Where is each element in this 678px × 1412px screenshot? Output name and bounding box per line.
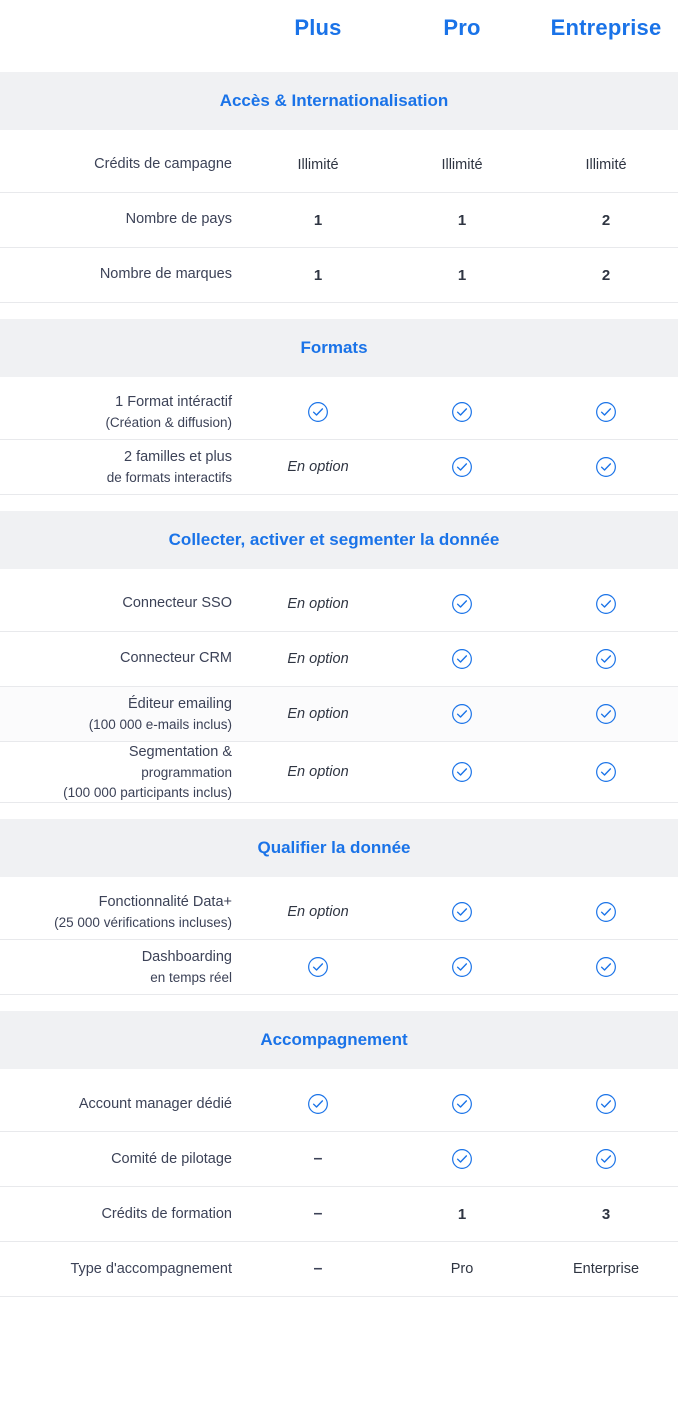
value-cell [534,703,678,725]
row-label: Dashboarding en temps réel [0,947,246,988]
check-circle-icon [451,593,473,615]
plan-header-pro: Pro [443,15,481,40]
section-header [0,511,678,569]
value-cell: En option [287,651,349,667]
table-row [0,385,678,440]
section-header [0,72,678,130]
row-label: Account manager dédié [78,1095,232,1112]
row-label: Connecteur SSO [122,595,232,612]
row-label: 2 familles et plus de formats interactifs [0,447,246,488]
row-label: 1 Format intéractif (Création & diffusion) [0,392,246,433]
row-sublabel: (25 000 vérifications incluses) [54,914,232,930]
value-cell [534,401,678,423]
value-cell: Pro [450,1261,474,1278]
section-spacer-bottom [0,877,678,885]
table-row [0,885,678,940]
section-spacer [0,495,678,511]
table-row [0,577,678,632]
check-circle-icon [451,761,473,783]
value-cell: En option [287,904,349,921]
value-cell: Illimité [441,157,483,173]
row-sublabel: programmation [141,765,232,781]
row-label: Comité de pilotage [111,1150,232,1167]
row-label: Crédits de campagne [94,156,232,173]
table-header-row [0,0,678,56]
check-circle-icon [307,1093,329,1115]
check-circle-icon [595,703,617,725]
section-header [0,1011,678,1069]
value-cell [534,956,678,978]
value-cell [390,1148,534,1170]
value-cell: 1 [457,211,467,229]
check-circle-icon [595,401,617,423]
value-cell: 2 [601,266,611,284]
check-circle-icon [451,1148,473,1170]
row-label: Nombre de pays [125,211,232,228]
check-circle-icon [307,401,329,423]
check-circle-icon [595,956,617,978]
section-spacer [0,995,678,1011]
value-cell: 2 [601,211,611,229]
row-label: Fonctionnalité Data+ (25 000 vérifications incluses) [0,892,246,933]
table-row [0,138,678,193]
row-label: Connecteur CRM [119,650,232,667]
table-row [0,440,678,495]
check-circle-icon [451,901,473,923]
check-circle-icon [595,1148,617,1170]
table-row [0,1132,678,1187]
value-cell [246,956,390,978]
check-circle-icon [307,956,329,978]
check-circle-icon [595,648,617,670]
check-circle-icon [595,1093,617,1115]
section-spacer [0,303,678,319]
check-circle-icon [595,761,617,783]
section-title: Formats [300,338,368,357]
value-cell: – [313,1205,323,1223]
table-body [0,56,678,1297]
value-cell [534,456,678,478]
row-sublabel: (Création & diffusion) [105,414,232,430]
check-circle-icon [451,401,473,423]
value-cell: – [313,1260,323,1278]
value-cell [390,703,534,725]
plan-header-plus: Plus [294,15,342,40]
value-cell [390,401,534,423]
section-spacer-bottom [0,569,678,577]
value-cell: Enterprise [572,1261,640,1278]
value-cell [534,1093,678,1115]
value-cell [390,648,534,670]
value-cell [390,761,534,783]
value-cell [534,648,678,670]
row-label: Type d'accompagnement [70,1260,232,1277]
value-cell: En option [287,706,349,722]
value-cell [390,456,534,478]
row-label: Éditeur emailing (100 000 e-mails inclus) [0,694,246,735]
value-cell [534,593,678,615]
section-header [0,819,678,877]
table-row [0,742,678,803]
value-cell [534,761,678,783]
table-row [0,1187,678,1242]
section-spacer [0,56,678,72]
value-cell: Illimité [585,157,627,173]
section-title: Collecter, activer et segmenter la donnée [168,530,500,549]
section-title: Accompagnement [260,1030,408,1050]
check-circle-icon [595,901,617,923]
check-circle-icon [451,648,473,670]
row-sublabel: de formats interactifs [106,469,232,485]
value-cell [534,1148,678,1170]
row-label: Segmentation & programmation (100 000 participants inclus) [0,742,246,802]
value-cell [246,1093,390,1115]
section-title: Qualifier la donnée [257,838,411,858]
section-spacer-bottom [0,1069,678,1077]
row-label: Crédits de formation [101,1205,232,1222]
check-circle-icon [451,703,473,725]
table-row [0,1077,678,1132]
check-circle-icon [451,1093,473,1115]
section-spacer-bottom [0,377,678,385]
row-label: Nombre de marques [99,266,232,283]
check-circle-icon [451,956,473,978]
value-cell [390,1093,534,1115]
value-cell: 3 [601,1205,611,1223]
row-sublabel: en temps réel [150,969,232,985]
value-cell: – [313,1150,323,1168]
section-header [0,319,678,377]
check-circle-icon [451,456,473,478]
value-cell [390,956,534,978]
value-cell: En option [287,459,349,475]
value-cell: Illimité [297,157,339,173]
check-circle-icon [595,593,617,615]
row-sublabel: (100 000 e-mails inclus) [88,716,232,732]
value-cell: 1 [457,1205,467,1223]
plan-header-entreprise: Entreprise [550,15,662,40]
value-cell: En option [287,596,349,612]
value-cell [390,593,534,615]
table-row [0,632,678,687]
value-cell [390,901,534,923]
table-row [0,248,678,303]
value-cell [246,401,390,423]
table-row [0,193,678,248]
value-cell: 1 [313,266,323,284]
section-title: Accès & Internationalisation [219,91,449,110]
row-sublabel-2: (100 000 participants inclus) [63,784,232,800]
table-row [0,687,678,742]
section-spacer-bottom [0,130,678,138]
check-circle-icon [595,456,617,478]
table-row [0,1242,678,1297]
value-cell [534,901,678,923]
section-spacer [0,803,678,819]
table-row [0,940,678,995]
value-cell: 1 [457,266,467,284]
value-cell: En option [287,764,349,781]
value-cell: 1 [313,211,323,229]
